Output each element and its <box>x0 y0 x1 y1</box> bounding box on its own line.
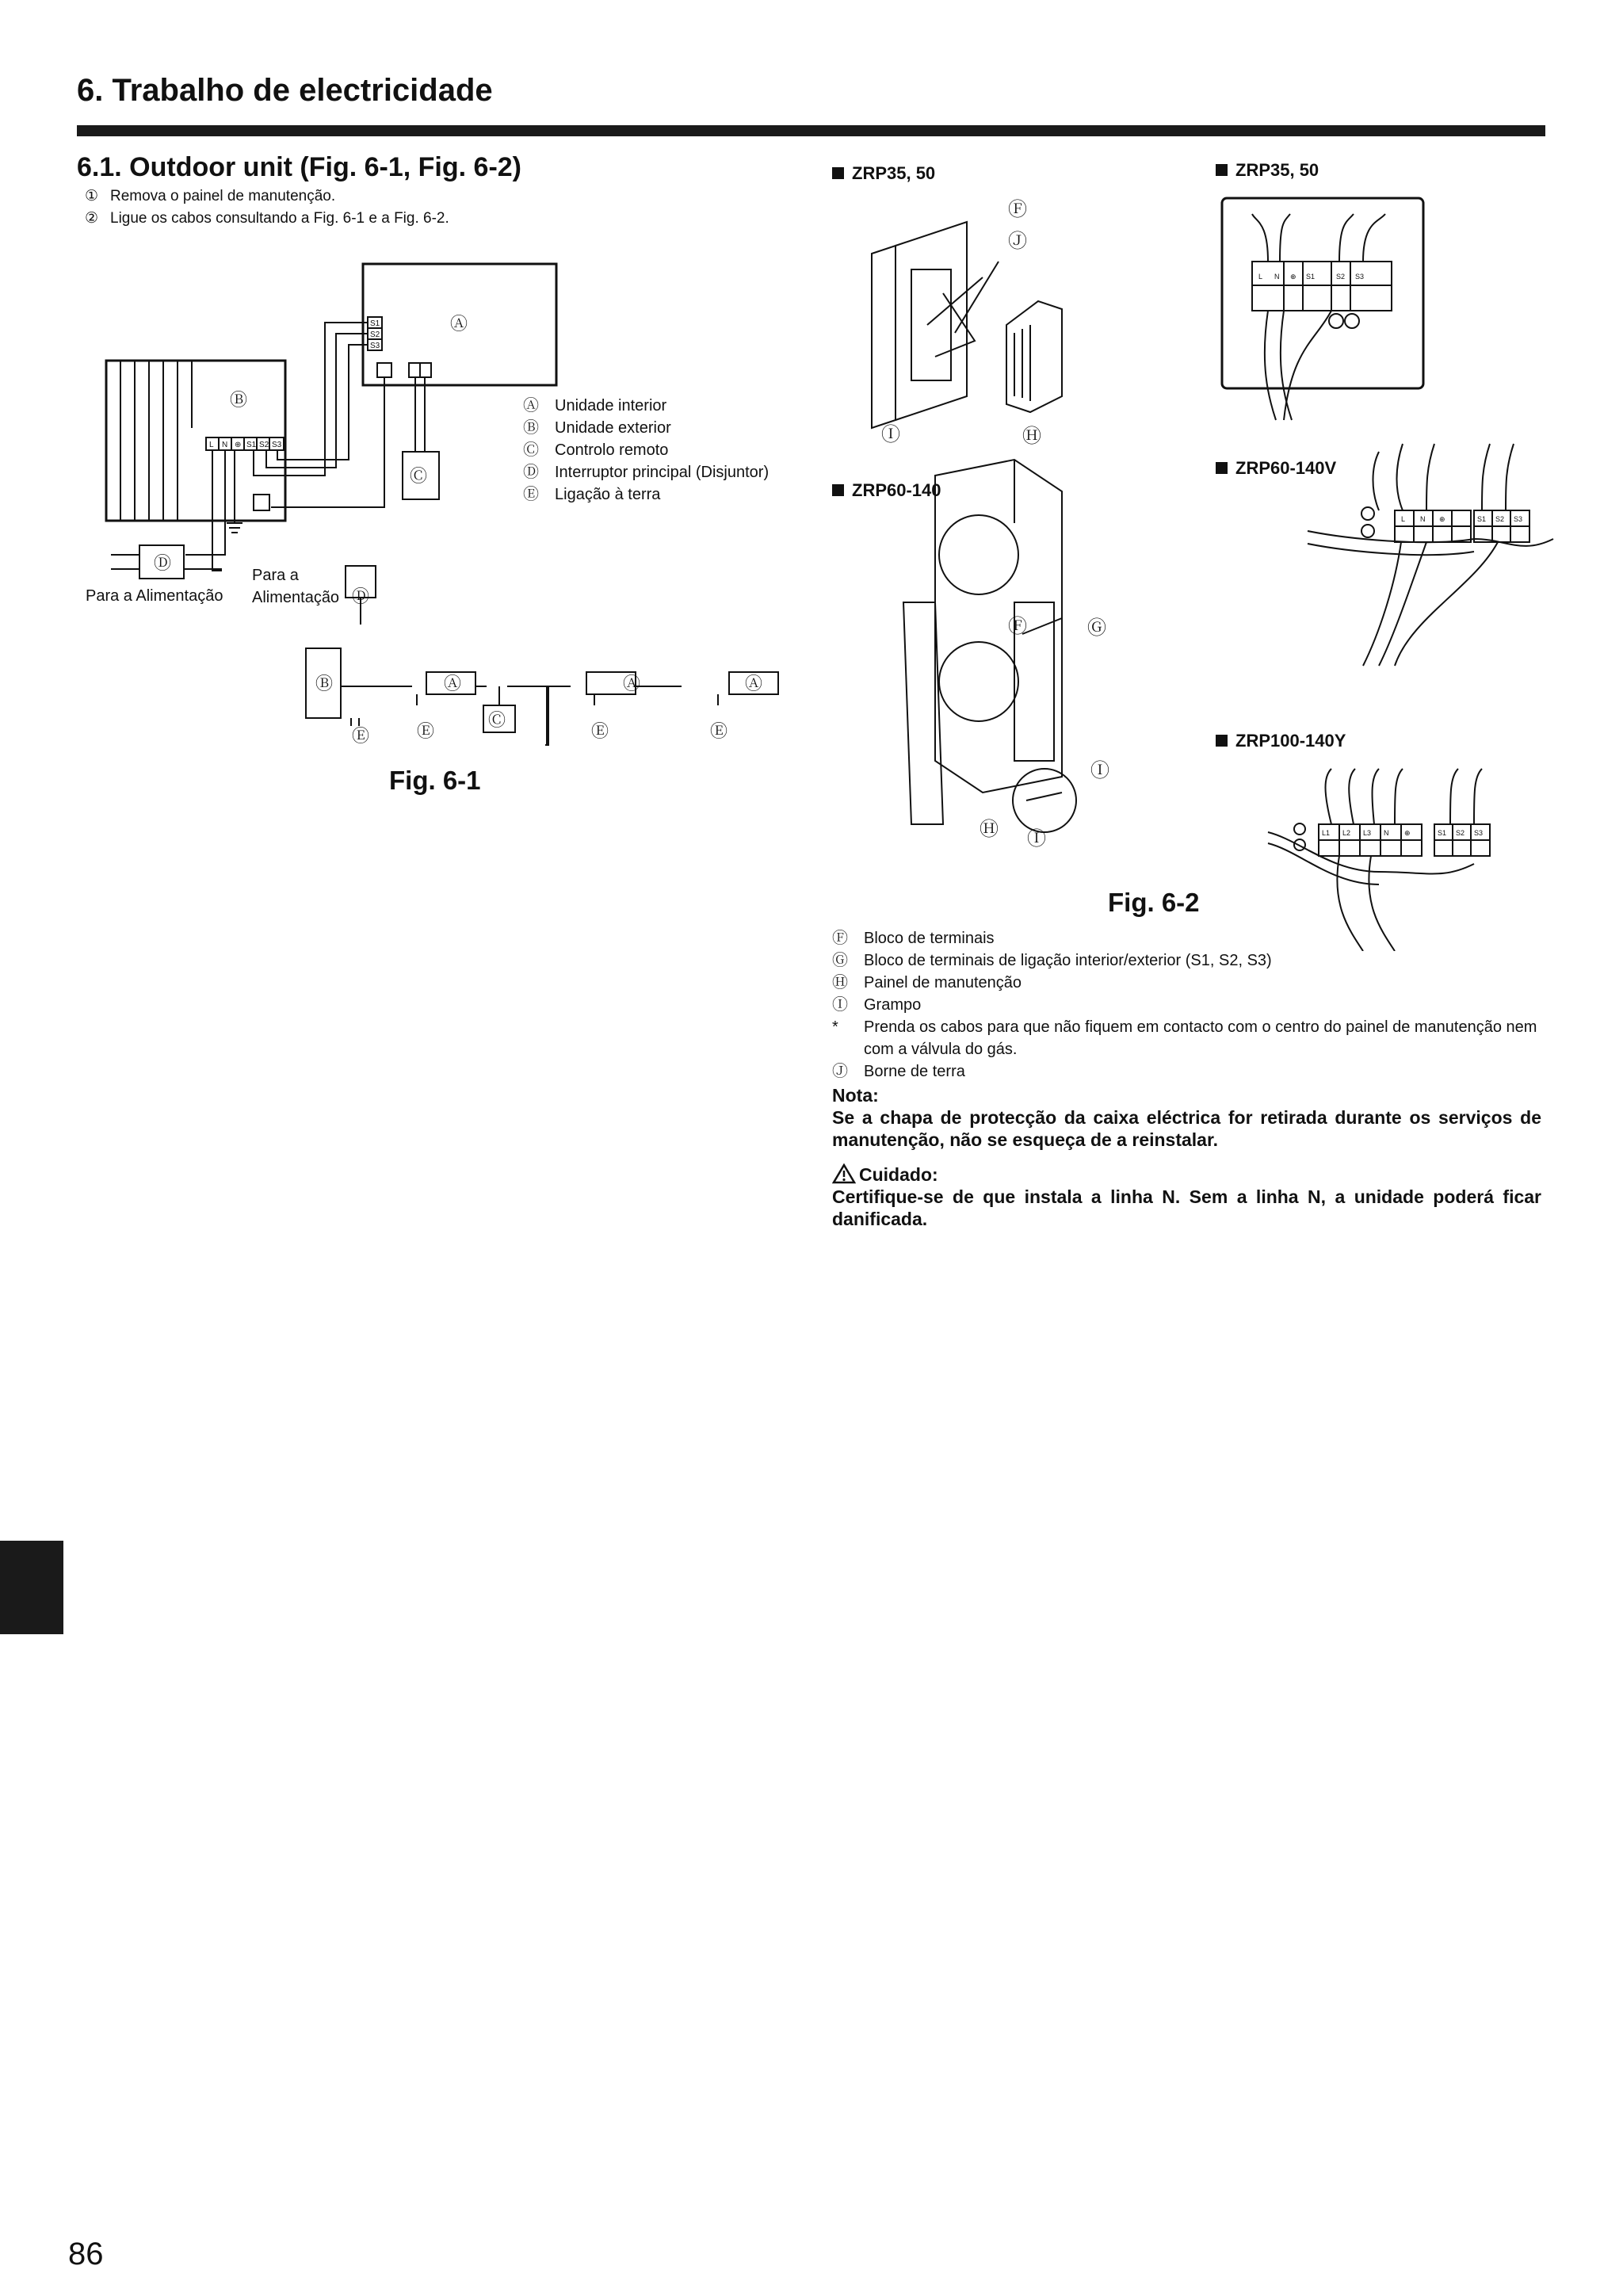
terminal-label: S2 <box>370 330 380 339</box>
chapter-title: 6. Trabalho de electricidade <box>77 73 493 108</box>
marker-d: Ⓓ <box>352 586 370 606</box>
legend-item: Ⓒ Controlo remoto <box>523 441 669 459</box>
legend-item: Ⓐ Unidade interior <box>523 397 667 415</box>
terminal-label: S3 <box>1514 515 1523 523</box>
terminal-label: S3 <box>370 342 380 350</box>
legend-item: Ⓕ Bloco de terminais <box>832 930 995 947</box>
terminal-label: N <box>1384 829 1389 837</box>
marker-a: Ⓐ <box>450 314 468 334</box>
marker-a: Ⓐ <box>444 674 462 693</box>
marker-d: Ⓓ <box>154 553 172 573</box>
warning-icon <box>832 1163 856 1184</box>
terminal-label: ⊕ <box>1404 829 1411 837</box>
terminal-label: L <box>209 441 214 449</box>
legend-item: Ⓑ Unidade exterior <box>523 419 671 437</box>
terminal-label: N <box>1420 515 1426 523</box>
terminal-label: S2 <box>1336 273 1346 281</box>
marker-a: Ⓐ <box>623 674 641 693</box>
terminal-label: S1 <box>1438 829 1447 837</box>
power-label: Para a <box>252 567 299 584</box>
page-number: 86 <box>68 2237 104 2271</box>
marker-i: Ⓘ <box>1027 828 1046 850</box>
legend-item: Ⓔ Ligação à terra <box>523 486 661 503</box>
note-text: Se a chapa de protecção da caixa eléctrica for retirada durante os serviços de manutenção, não se esqueça de a reinstalar. <box>832 1107 1541 1150</box>
legend-item: Ⓙ Borne de terra <box>832 1063 965 1080</box>
terminal-label: ⊕ <box>1439 515 1445 523</box>
marker-a: Ⓐ <box>745 674 763 693</box>
marker-i: Ⓘ <box>1090 760 1109 781</box>
terminal-label: S2 <box>259 441 269 449</box>
model-label: ZRP100-140Y <box>1216 731 1346 751</box>
marker-i: Ⓘ <box>881 424 900 445</box>
marker-j: Ⓙ <box>1008 231 1027 252</box>
legend-item: Ⓓ Interruptor principal (Disjuntor) <box>523 464 769 481</box>
marker-e: Ⓔ <box>591 721 609 741</box>
fig-6-2-diagram <box>824 190 1569 951</box>
terminal-label: L2 <box>1342 829 1351 837</box>
fig-6-1-legend <box>523 395 769 506</box>
step-item: ① Remova o painel de manutenção. <box>85 188 336 204</box>
marker-f: Ⓕ <box>1008 199 1027 220</box>
caution-text: Certifique-se de que instala a linha N. Sem a linha N, a unidade poderá ficar danificada. <box>832 1186 1541 1229</box>
legend-item: Ⓖ Bloco de terminais de ligação interior/exterior (S1, S2, S3) <box>832 952 1272 969</box>
marker-c: Ⓒ <box>410 466 428 486</box>
model-label: ZRP60-140V <box>1216 458 1336 479</box>
caution-title: Cuidado: <box>832 1163 1541 1186</box>
terminal-label: L <box>1401 515 1406 523</box>
power-label: Para a Alimentação <box>86 587 223 605</box>
power-label: Alimentação <box>252 589 340 606</box>
terminal-label: S3 <box>1474 829 1484 837</box>
marker-e: Ⓔ <box>352 726 370 746</box>
fig-6-2-legend <box>832 927 1545 1083</box>
step-item: ② Ligue os cabos consultando a Fig. 6-1 e a Fig. 6-2. <box>85 210 449 227</box>
marker-e: Ⓔ <box>710 721 728 741</box>
marker-b: Ⓑ <box>315 674 334 693</box>
model-label: ZRP35, 50 <box>832 163 935 184</box>
terminal-label: S2 <box>1495 515 1505 523</box>
marker-e: Ⓔ <box>417 721 435 741</box>
chapter-side-tab <box>0 1541 63 1634</box>
fig-6-2-caption: Fig. 6-2 <box>1108 888 1200 917</box>
terminal-label: S1 <box>370 319 380 328</box>
terminal-label: S1 <box>1477 515 1487 523</box>
legend-item: Ⓘ Grampo <box>832 996 922 1014</box>
marker-f: Ⓕ <box>1008 616 1027 637</box>
marker-c: Ⓒ <box>488 710 506 730</box>
legend-item: * Prenda os cabos para que não fiquem em contacto com o centro do painel de manutenção nem com a válvula do gás. <box>832 1018 1537 1058</box>
model-label: ZRP60-140 <box>832 480 941 501</box>
marker-b: Ⓑ <box>230 390 248 410</box>
marker-h: Ⓗ <box>980 819 999 840</box>
terminal-label: N <box>222 441 228 449</box>
terminal-label: S1 <box>1306 273 1316 281</box>
terminal-label: S3 <box>272 441 282 449</box>
section-title: 6.1. Outdoor unit (Fig. 6-1, Fig. 6-2) <box>77 152 521 182</box>
marker-g: Ⓖ <box>1087 617 1106 639</box>
model-label: ZRP35, 50 <box>1216 160 1319 181</box>
terminal-label: L1 <box>1322 829 1331 837</box>
terminal-label: N <box>1274 273 1280 281</box>
terminal-label: S3 <box>1355 273 1365 281</box>
terminal-label: ⊕ <box>1290 273 1296 281</box>
fig-6-1-caption: Fig. 6-1 <box>389 766 481 795</box>
legend-item: Ⓗ Painel de manutenção <box>832 974 1022 991</box>
note-title: Nota: <box>832 1085 879 1106</box>
terminal-label: S1 <box>246 441 257 449</box>
terminal-label: L3 <box>1363 829 1372 837</box>
terminal-label: ⊕ <box>235 441 242 449</box>
note-block <box>832 1084 1541 1230</box>
terminal-label: L <box>1258 273 1263 281</box>
terminal-label: S2 <box>1456 829 1465 837</box>
marker-h: Ⓗ <box>1022 426 1041 447</box>
